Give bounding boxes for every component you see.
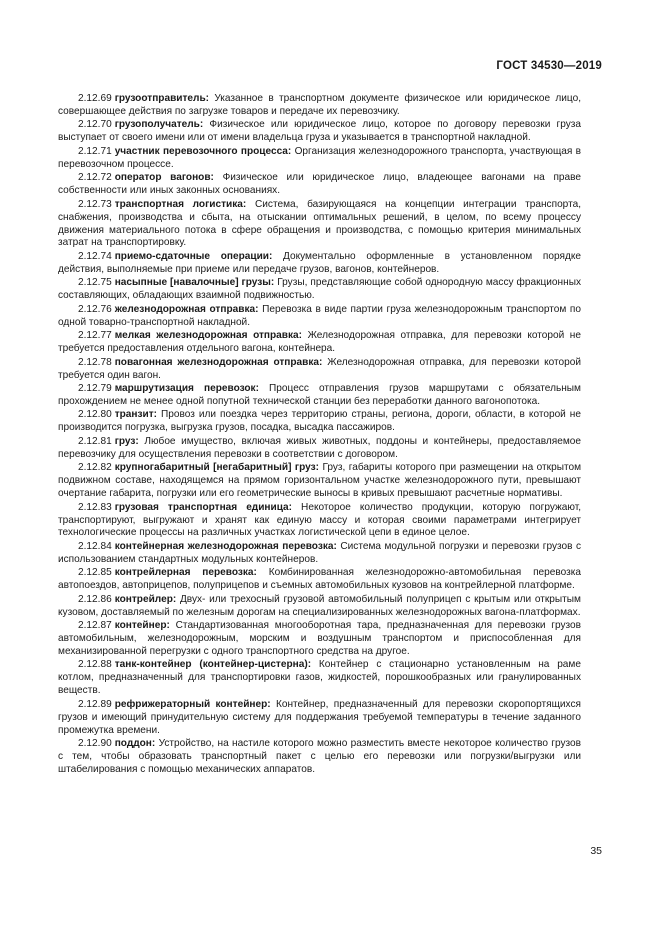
- page-number: 35: [590, 845, 602, 857]
- entry-definition: Указанное в транспортном документе физическое или юридическое лицо, совершающее действия по загрузке товаров и передаче их перевозчику.: [58, 93, 581, 117]
- entry-term: повагонная железнодорожная отправка:: [114, 356, 323, 368]
- definition-entry: [58, 119, 581, 145]
- entry-term: грузовая транспортная единица:: [114, 501, 293, 513]
- entry-definition: Процесс отправления грузов маршрутами с обязательным прохождением не менее одной попутной технической станции без переработки данного вагонопотока.: [58, 382, 581, 407]
- definition-entry: [58, 357, 581, 383]
- entry-term: насыпные [навалочные] грузы:: [114, 277, 275, 289]
- entry-term: приемо-сдаточные операции:: [114, 250, 273, 262]
- entry-definition: Система, базирующаяся на концепции интеграции транспорта, снабжения, производства и сбыта, на отыскании оптимальных решений, в целом, по всему процессу движения материального потока в сфере обращения и производства, с помощью критерия минимальных затрат на транспортировку.: [58, 198, 582, 249]
- entry-definition: Грузы, представляющие собой однородную массу фракционных составляющих, обладающих взаимной подвижностью.: [58, 277, 581, 302]
- entry-definition: Некоторое количество продукции, которую погружают, транспортируют, выгружают и хранят как единую массу и которая своими параметрами интегрирует технологические процессы на различных участках логистической цепи в единое целое.: [58, 501, 582, 539]
- entry-term: контейнер:: [114, 620, 170, 632]
- entry-number: 2.12.74: [78, 250, 112, 262]
- entry-term: поддон:: [114, 738, 156, 750]
- definition-entry: [58, 620, 581, 659]
- entry-definition: Комбинированная железнодорожно-автомобильная перевозка автопоездов, автоприцепов, полуприцепов и съемных автомобильных кузовов на контрейлерной платформе.: [58, 567, 582, 592]
- entry-term: контейнерная железнодорожная перевозка:: [114, 540, 337, 552]
- entry-definition: Груз, габариты которого при размещении на открытом подвижном составе, находящемся на прямом горизонтальном участке железнодорожного пути, превышают очертание габарита, погрузки или его геометрические выносы в кривых превышают расчетные нормативы.: [58, 462, 582, 500]
- entry-term: транзит:: [114, 409, 158, 421]
- entry-number: 2.12.88: [78, 659, 112, 671]
- entry-number: 2.12.70: [78, 119, 112, 131]
- definition-entry: [58, 172, 581, 198]
- definition-entry: [58, 409, 581, 435]
- entry-number: 2.12.81: [78, 435, 112, 447]
- entry-definition: Физическое или юридическое лицо, владеющее вагонами на праве собственности или иных законных основаниях.: [58, 172, 581, 197]
- entry-number: 2.12.71: [78, 145, 112, 157]
- entry-definition: Физическое или юридическое лицо, которое по договору перевозки груза выступает от своего имени или от имени владельца груза и указывается в транспортной накладной.: [58, 119, 581, 144]
- definition-entry: [58, 146, 581, 172]
- entry-term: железнодорожная отправка:: [114, 303, 259, 315]
- entry-definition: Устройство, на настиле которого можно разместить вместе некоторое количество грузов с тем, чтобы образовать транспортный пакет с целью его перевозки или погрузки/выгрузки или штабелирования с помощью механических аппаратов.: [58, 738, 581, 776]
- entry-number: 2.12.87: [78, 620, 112, 632]
- entry-definition: Организация железнодорожного транспорта, участвующая в перевозочном процессе.: [58, 145, 581, 170]
- entry-term: грузополучатель:: [114, 119, 204, 131]
- definition-entry: [58, 93, 581, 119]
- entry-term: груз:: [114, 435, 139, 447]
- entry-number: 2.12.78: [78, 356, 112, 368]
- entry-definition: Железнодорожная отправка, для перевозки которой требуется один вагон.: [58, 356, 581, 381]
- definition-entry: [58, 462, 581, 501]
- definition-entry: [58, 567, 581, 593]
- entry-definition: Любое имущество, включая живых животных, поддоны и контейнеры, предоставляемое перевозчику для осуществления перевозки в соответствии с договором.: [58, 435, 582, 460]
- entry-number: 2.12.90: [78, 738, 112, 750]
- entry-number: 2.12.80: [78, 409, 112, 421]
- entry-definition: Контейнер, предназначенный для перевозки скоропортящихся грузов и имеющий принудительную систему для поддержания требуемой температуры в течение заданного промежутка времени.: [58, 698, 581, 736]
- definition-entry: [58, 251, 581, 277]
- entry-term: контрейлерная перевозка:: [114, 567, 257, 579]
- entry-number: 2.12.76: [78, 303, 112, 315]
- entry-term: рефрижераторный контейнер:: [114, 698, 271, 710]
- definition-entry: [58, 594, 581, 620]
- definition-entry: [58, 659, 581, 698]
- definition-entry: [58, 502, 581, 541]
- entry-definition: Перевозка в виде партии груза железнодорожным транспортом по одной товарно-транспортной накладной.: [58, 303, 581, 328]
- definition-entry: [58, 383, 581, 409]
- definition-entry: [58, 541, 581, 567]
- entry-term: грузоотправитель:: [114, 93, 210, 104]
- entry-number: 2.12.72: [78, 172, 112, 184]
- entry-definition: Двух- или трехосный грузовой автомобильный полуприцеп с крытым или открытым кузовом, доставляемый по железным дорогам на специализированных железнодорожных вагона-платформах.: [58, 593, 581, 618]
- entry-definition: Система модульной погрузки и перевозки грузов с использованием стандартных модульных контейнеров.: [58, 540, 581, 565]
- definition-entry: [58, 738, 581, 777]
- entry-number: 2.12.75: [78, 277, 112, 289]
- entry-definition: Стандартизованная многооборотная тара, предназначенная для перевозки грузов автомобильным, железнодорожным, морским и воздушным транспортом и приспособленная для механизированной перегрузки с одного транспортного средства на другое.: [58, 620, 581, 658]
- entry-number: 2.12.86: [78, 593, 112, 605]
- entry-number: 2.12.85: [78, 567, 112, 579]
- definition-entry: [58, 699, 581, 738]
- entry-term: контрейлер:: [114, 593, 177, 605]
- definition-entry: [58, 277, 581, 303]
- entry-number: 2.12.77: [78, 330, 112, 342]
- definition-entry: [58, 330, 581, 356]
- entry-number: 2.12.83: [78, 501, 112, 513]
- entry-number: 2.12.73: [78, 198, 112, 210]
- entry-term: оператор вагонов:: [114, 172, 214, 184]
- entry-number: 2.12.69: [78, 93, 112, 104]
- entry-term: маршрутизация перевозок:: [114, 382, 259, 394]
- entry-definition: Контейнер с стационарно установленным на раме котлом, предназначенный для транспортировки газов, жидкостей, порошкообразных или гранулированных веществ.: [58, 659, 581, 697]
- definition-entry: [58, 304, 581, 330]
- entry-number: 2.12.89: [78, 698, 112, 710]
- document-header: ГОСТ 34530—2019: [496, 60, 602, 72]
- entry-term: крупногабаритный [негабаритный] груз:: [114, 462, 319, 474]
- entry-term: мелкая железнодорожная отправка:: [114, 330, 303, 342]
- entry-number: 2.12.84: [78, 540, 112, 552]
- entry-term: транспортная логистика:: [114, 198, 247, 210]
- entry-definition: Железнодорожная отправка, для перевозки которой не требуется предоставления отдельного вагона, контейнера.: [58, 330, 581, 355]
- entry-number: 2.12.79: [78, 382, 112, 394]
- entry-definition: Провоз или поездка через территорию страны, региона, дороги, области, в которой не производится погрузка, выгрузка грузов, посадка, высадка пассажиров.: [58, 409, 581, 434]
- entry-term: танк-контейнер (контейнер-цистерна):: [114, 659, 312, 671]
- entry-term: участник перевозочного процесса:: [114, 145, 292, 157]
- document-body: [58, 93, 581, 778]
- definition-entry: [58, 436, 581, 462]
- definition-entry: [58, 199, 581, 251]
- entry-definition: Документально оформленные в установленном порядке действия, выполняемые при приеме или передаче грузов, вагонов, контейнеров.: [58, 250, 581, 275]
- entry-number: 2.12.82: [78, 462, 112, 474]
